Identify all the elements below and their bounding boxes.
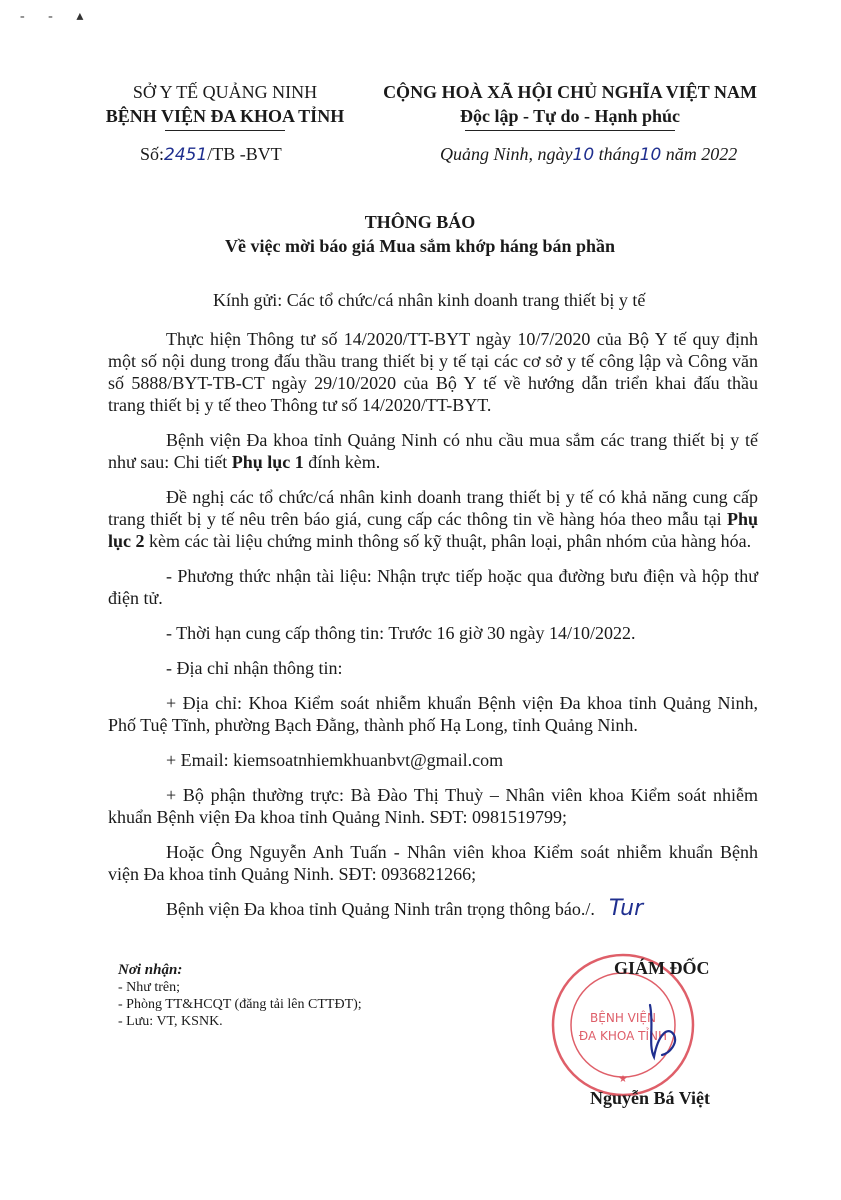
recipients-block <box>118 962 362 1030</box>
date-month-label: tháng <box>598 144 640 164</box>
department-name: SỞ Y TẾ QUẢNG NINH <box>132 82 318 102</box>
country-name: CỘNG HOÀ XÃ HỘI CHỦ NGHĨA VIỆT NAM <box>383 82 757 102</box>
paragraph-email: + Email: kiemsoatnhiemkhuanbvt@gmail.com <box>166 750 504 770</box>
date-day-handwritten: 10 <box>572 145 595 165</box>
paragraph-request: Đề nghị các tổ chức/cá nhân kinh doanh trang thiết bị y tế có khả năng cung cấp trang thiết bị y tế nêu trên báo giá, cung cấp các thông tin về hàng hóa theo mẫu tại Phụ lục 2 kèm các tài liệu chứng minh thông số kỹ thuật, phân loại, phân nhóm của hàng hóa. <box>108 487 758 551</box>
paragraph-need: Bệnh viện Đa khoa tỉnh Quảng Ninh có nhu cầu mua sắm các trang thiết bị y tế như sau: Chi tiết Phụ lục 1 đính kèm. <box>108 430 758 472</box>
initials-handwritten: Tur <box>608 896 644 921</box>
date-month-handwritten: 10 <box>639 145 662 165</box>
paragraph-address-heading: - Địa chỉ nhận thông tin: <box>166 658 343 678</box>
scan-marks: - - ▴ <box>20 9 94 24</box>
signer-name: Nguyễn Bá Việt <box>590 1088 711 1108</box>
ref-number-handwritten: 2451 <box>164 145 208 165</box>
issuer-header <box>100 80 350 131</box>
place-date <box>440 144 737 165</box>
document-body <box>108 328 758 933</box>
paragraph-deadline: - Thời hạn cung cấp thông tin: Trước 16 giờ 30 ngày 14/10/2022. <box>166 623 636 643</box>
hospital-name: BỆNH VIỆN ĐA KHOA TỈNH <box>105 106 345 126</box>
date-prefix: Quảng Ninh, ngày <box>440 144 573 164</box>
date-year: năm 2022 <box>665 144 738 164</box>
title-subject: Về việc mời báo giá Mua sắm khớp háng bán phần <box>224 236 615 256</box>
ref-prefix: Số: <box>140 144 165 164</box>
recipient-item: - Lưu: VT, KSNK. <box>118 1014 223 1029</box>
ref-suffix: /TB -BVT <box>207 144 282 164</box>
paragraph-contact-1: + Bộ phận thường trực: Bà Đào Thị Thuỳ – Nhân viên khoa Kiểm soát nhiễm khuẩn Bệnh viện Đa khoa tỉnh Quảng Ninh. SĐT: 0981519799; <box>108 785 758 827</box>
national-motto: Độc lập - Tự do - Hạnh phúc <box>459 106 681 126</box>
paragraph-address: + Địa chỉ: Khoa Kiểm soát nhiễm khuẩn Bệnh viện Đa khoa tỉnh Quảng Ninh, Phố Tuệ Tĩnh, phường Bạch Đằng, thành phố Hạ Long, tỉnh Quảng Ninh. <box>108 693 758 735</box>
director-signature <box>640 995 700 1065</box>
document-title <box>100 210 740 258</box>
motto-underline <box>465 130 675 131</box>
svg-text:★: ★ <box>618 1074 628 1085</box>
stamp-line-1: BỆNH VIỆN <box>590 1011 656 1025</box>
appendix-2-ref: Phụ lục 2 <box>108 509 758 551</box>
recipients-label: Nơi nhận: <box>118 962 183 978</box>
national-header <box>360 80 780 131</box>
signer-title: GIÁM ĐỐC <box>614 958 710 978</box>
title-main: THÔNG BÁO <box>364 212 476 232</box>
recipient-item: - Như trên; <box>118 980 181 995</box>
header-underline <box>165 130 285 131</box>
paragraph-contact-2: Hoặc Ông Nguyễn Anh Tuấn - Nhân viên khoa Kiểm soát nhiễm khuẩn Bệnh viện Đa khoa tỉnh Quảng Ninh. SĐT: 0936821266; <box>108 842 758 884</box>
recipient-item: - Phòng TT&HCQT (đăng tải lên CTTĐT); <box>118 997 362 1012</box>
stamp-line-2: ĐA KHOA TỈNH <box>578 1029 668 1043</box>
document-number <box>140 144 282 165</box>
addressee: Kính gửi: Các tổ chức/cá nhân kinh doanh trang thiết bị y tế <box>213 290 646 310</box>
paragraph-method: - Phương thức nhận tài liệu: Nhận trực tiếp hoặc qua đường bưu điện và hộp thư điện tử. <box>108 566 758 608</box>
paragraph-legal-basis: Thực hiện Thông tư số 14/2020/TT-BYT ngày 10/7/2020 của Bộ Y tế quy định một số nội dung trong đấu thầu trang thiết bị y tế tại các cơ sở y tế công lập và Công văn số 5888/BYT-TB-CT ngày 29/10/2020 của Bộ Y tế về hướng dẫn triển khai đấu thầu trang thiết bị y tế theo Thông tư số 14/2020/TT-BYT. <box>108 329 758 415</box>
paragraph-closing: Bệnh viện Đa khoa tỉnh Quảng Ninh trân trọng thông báo./. Tur <box>166 896 644 921</box>
appendix-1-ref: Phụ lục 1 <box>231 452 304 472</box>
